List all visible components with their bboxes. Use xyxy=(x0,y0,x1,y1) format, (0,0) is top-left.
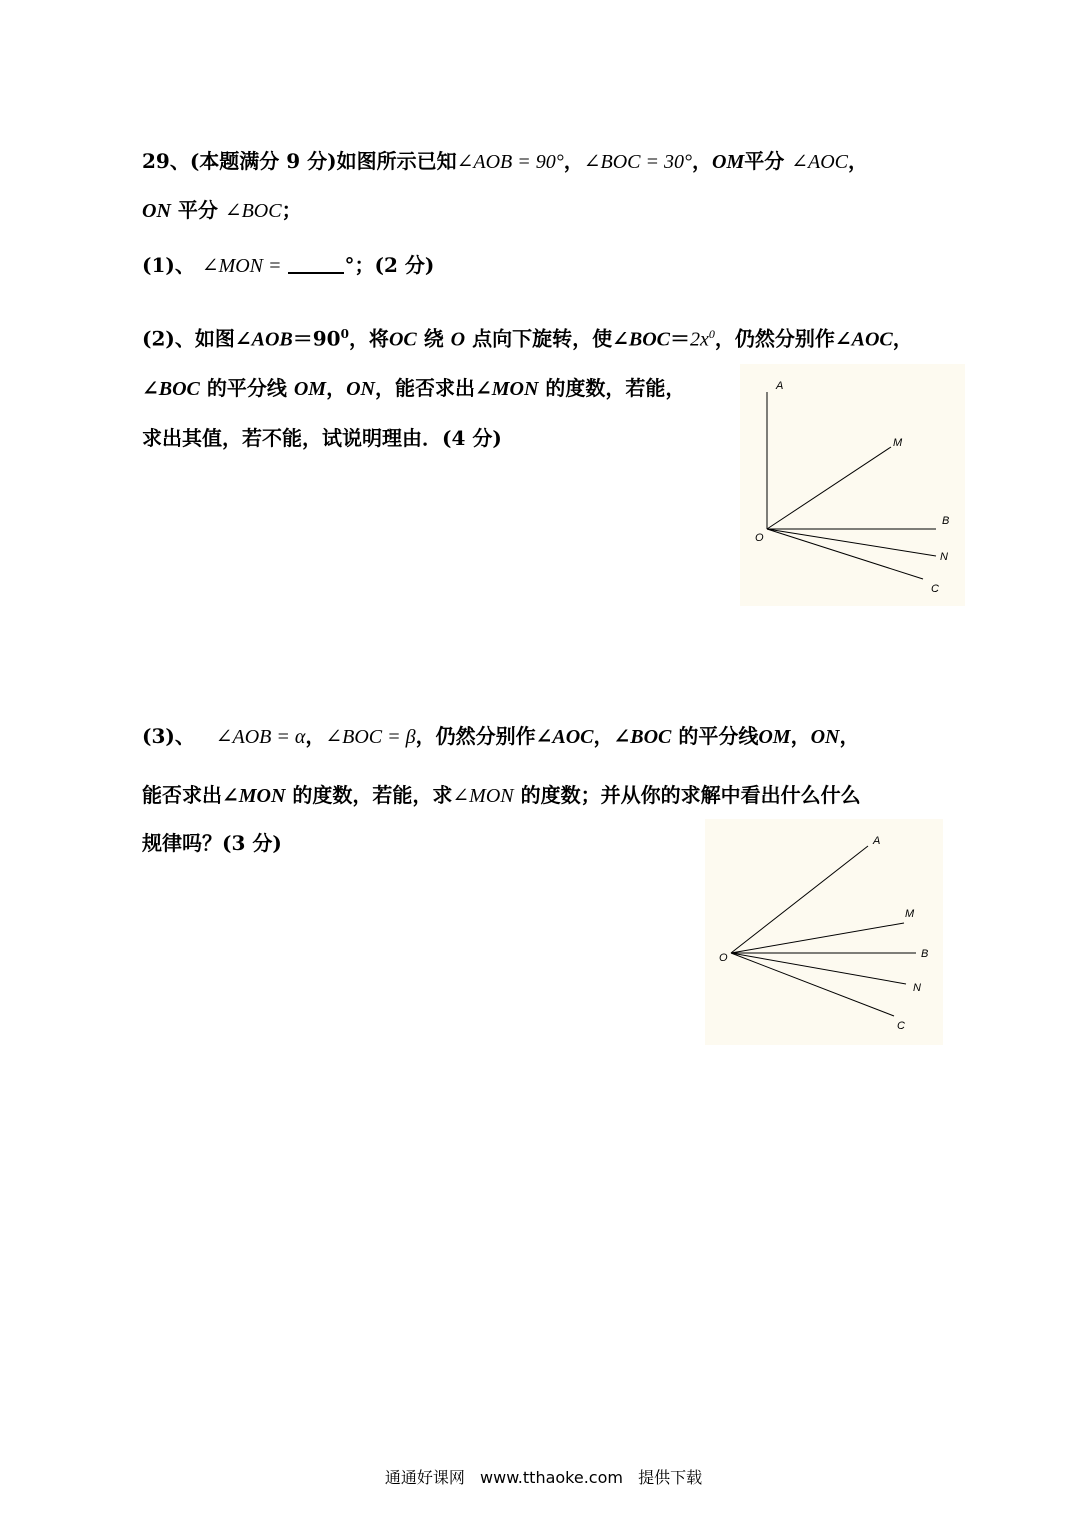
om-label: OM xyxy=(712,151,745,173)
point-label-o: O xyxy=(719,952,728,964)
point-label-b: B xyxy=(942,515,950,527)
point-label-n: N xyxy=(940,551,948,563)
boc-label: BOC xyxy=(630,726,672,748)
point-label-m: M xyxy=(905,908,915,920)
point-label-b: B xyxy=(921,948,929,960)
on-label: ON xyxy=(142,200,171,222)
footer-url[interactable]: www.tthaoke.com xyxy=(480,1468,623,1487)
separator: ， xyxy=(305,724,326,748)
mon-label: MON xyxy=(491,378,539,400)
om-label: OM xyxy=(758,726,791,748)
point-label-n: N xyxy=(913,982,921,994)
part-3-number: (3)、 xyxy=(142,724,195,748)
on-label: ON xyxy=(346,378,375,400)
part-1-tail: °；(2 分) xyxy=(344,253,435,277)
footer-suffix: 提供下载 xyxy=(638,1468,703,1487)
two-x: 2x xyxy=(689,328,709,351)
on-label: ON xyxy=(810,726,840,748)
part-2-line-2 xyxy=(142,374,685,403)
mon-label: MON xyxy=(238,785,286,807)
point-label-m: M xyxy=(893,437,903,449)
text: ，仍然分别作∠ xyxy=(714,326,852,351)
text: ， xyxy=(790,724,811,748)
problem-prefix: 29、(本题满分 9 分)如图所示已知 xyxy=(142,149,457,173)
figure-2 xyxy=(705,819,943,1045)
point-label-c: C xyxy=(897,1020,905,1032)
figure-background xyxy=(740,364,965,606)
text: 的度数，若能， xyxy=(545,376,686,400)
figure-1 xyxy=(740,364,965,606)
boc-label: BOC xyxy=(158,378,200,400)
part-2-line-1 xyxy=(142,320,913,354)
text: 绕 xyxy=(423,326,444,351)
separator: ， xyxy=(563,149,584,173)
angle-aob-expr: ∠AOB = 90° xyxy=(456,151,564,173)
figure-background xyxy=(705,819,943,1045)
text: 求出其值，若不能，试说明理由．(4 分) xyxy=(142,426,502,450)
part-1 xyxy=(142,251,434,280)
text: ＝ xyxy=(669,326,690,351)
part-3-line-3 xyxy=(142,829,282,857)
bisect-text: 平分 xyxy=(177,198,218,222)
text: ，能否求出∠ xyxy=(374,376,492,400)
text: ， xyxy=(326,376,347,400)
text: 规律吗？(3 分) xyxy=(142,831,282,855)
text: 点向下旋转，使∠ xyxy=(472,326,629,351)
answer-blank[interactable] xyxy=(288,254,344,274)
footer-site-name: 通通好课网 xyxy=(384,1468,465,1487)
om-label: OM xyxy=(293,378,327,400)
text: 能否求出∠ xyxy=(142,783,239,807)
text: 的度数；并从你的求解中看出什么什么 xyxy=(520,783,861,807)
text: ，仍然分别作∠ xyxy=(415,724,553,748)
separator: ； xyxy=(281,198,302,222)
text: ∠ xyxy=(142,376,159,400)
aob-label: AOB xyxy=(251,328,293,351)
mon-expr: ∠MON xyxy=(452,785,514,807)
aoc-label: AOC xyxy=(851,328,893,351)
separator: ， xyxy=(692,149,713,173)
text: ， xyxy=(892,326,913,351)
text: 的度数，若能，求 xyxy=(292,783,453,807)
part-3-line-2 xyxy=(142,781,861,810)
text: ＝90 xyxy=(292,326,341,351)
bisect-text: 平分 xyxy=(744,149,785,173)
separator: ， xyxy=(847,149,868,173)
part-1-number: (1)、 xyxy=(142,253,195,277)
angle-aoc-expr: ∠AOC xyxy=(791,151,848,173)
o-label: O xyxy=(450,328,466,351)
text: (2)、如图∠ xyxy=(142,326,252,351)
part-3-line-1 xyxy=(142,722,859,751)
footer xyxy=(0,1465,1087,1488)
text: ，将 xyxy=(348,326,389,351)
angle-boc-expr: ∠BOC xyxy=(224,200,282,222)
figure-2-canvas xyxy=(705,819,943,1045)
part-2-line-3 xyxy=(142,424,502,452)
figure-1-canvas xyxy=(740,364,965,606)
degree-sup: 0 xyxy=(340,327,349,341)
problem-line-1 xyxy=(142,147,868,176)
boc-beta-expr: ∠BOC = β xyxy=(325,726,416,748)
point-label-a: A xyxy=(776,380,784,392)
point-label-c: C xyxy=(931,583,939,595)
point-label-a: A xyxy=(873,835,881,847)
boc-label: BOC xyxy=(628,328,670,351)
angle-mon-expr: ∠MON = xyxy=(201,255,282,277)
degree-sup: 0 xyxy=(708,327,715,341)
text: 的平分线 xyxy=(678,724,759,748)
text: ， xyxy=(839,724,860,748)
text: 的平分线 xyxy=(206,376,287,400)
aob-alpha-expr: ∠AOB = α xyxy=(215,726,306,748)
problem-line-2 xyxy=(142,196,302,225)
text: ，∠ xyxy=(593,724,631,748)
point-label-o: O xyxy=(755,532,764,544)
aoc-label: AOC xyxy=(552,726,594,748)
oc-label: OC xyxy=(388,328,417,351)
angle-boc-expr: ∠BOC = 30° xyxy=(583,151,693,173)
